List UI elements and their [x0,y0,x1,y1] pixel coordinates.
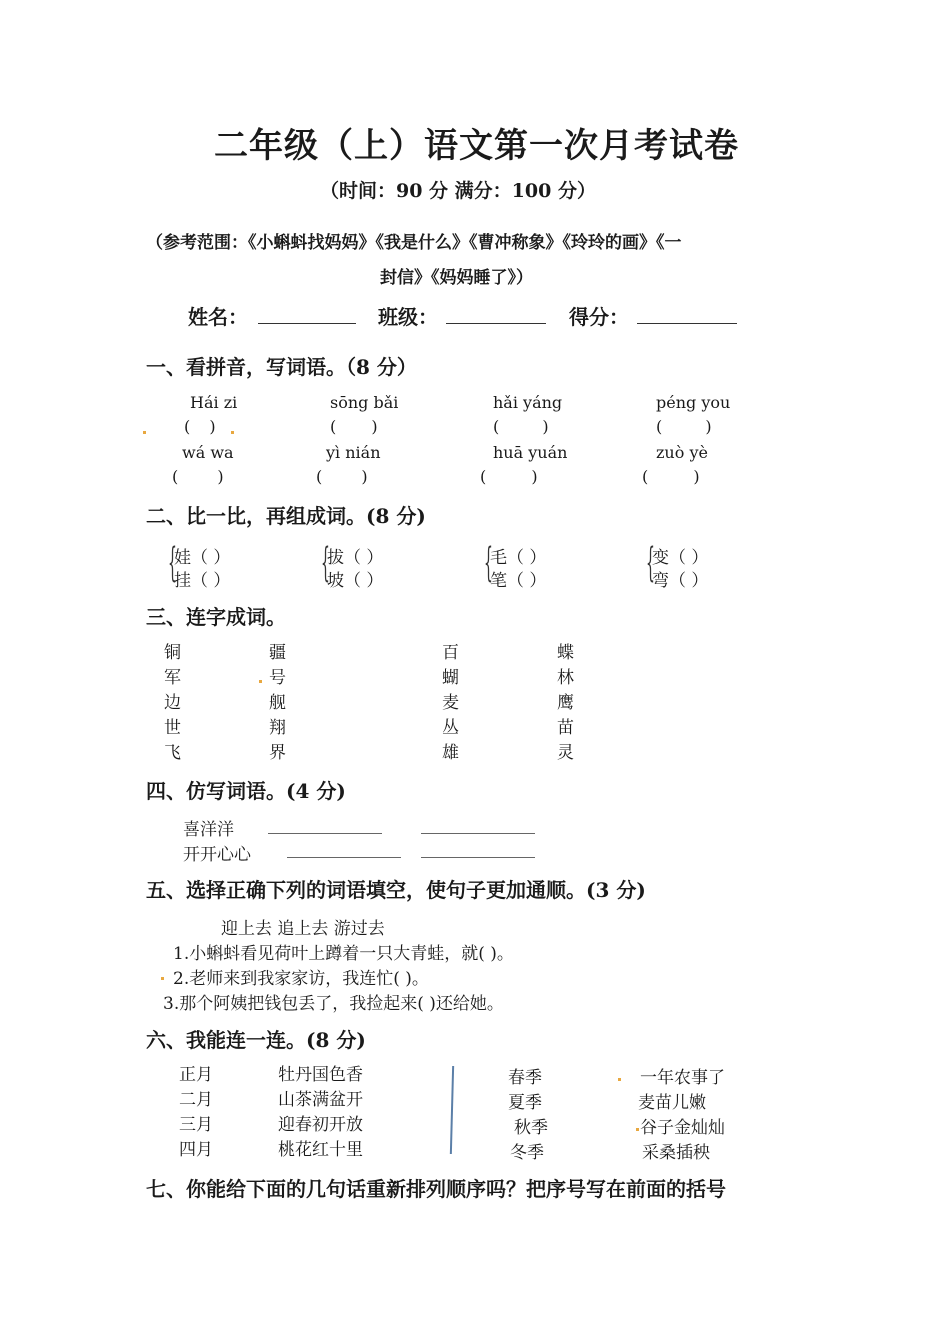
answer-box[interactable]: ( ) [330,417,378,436]
season-item: 春季 [508,1068,542,1088]
char: 号 [269,668,286,688]
pinyin-7: huā yuán [493,443,568,462]
pinyin-4: péng you [656,393,731,412]
compare-word: 弯（ ） [652,571,709,591]
char: 军 [164,668,181,688]
pinyin-1: Hái zi [190,393,238,412]
month-item: 三月 [179,1115,213,1135]
reference-scope-line2: 封信》《妈妈睡了》） [380,268,533,288]
char: 麦 [442,693,459,713]
char: 百 [442,643,459,663]
answer-line[interactable] [421,833,535,834]
season-item: 秋季 [514,1118,548,1138]
month-item: 正月 [179,1065,213,1085]
char: 界 [269,743,286,763]
char-col2 [269,641,293,766]
flower-item: 山茶满盆开 [278,1090,363,1110]
answer-box[interactable]: ( ) [480,467,538,486]
flower-item: 牡丹国色香 [278,1065,363,1085]
mark-dot [618,1078,621,1081]
class-label: 班级： [378,305,438,329]
answer-box[interactable]: ( ) [184,417,216,436]
farming-item: 一年农事了 [640,1068,725,1088]
answer-line[interactable] [268,833,382,834]
flowers-column [278,1063,363,1163]
class-field[interactable] [446,323,546,324]
page-title: 二年级（上）语文第一次月考试卷 [214,126,739,166]
char: 鹰 [557,693,574,713]
char: 灵 [557,743,574,763]
pinyin-3: hǎi yáng [493,393,563,412]
compare-word: 娃（ ） [174,548,231,568]
pinyin-8: zuò yè [656,443,708,462]
farming-item: 麦苗儿嫩 [638,1093,706,1113]
char: 舰 [269,693,286,713]
word-options: 迎上去 追上去 游过去 [221,919,385,939]
brace-icon: { [168,540,177,586]
farming-item: 谷子金灿灿 [640,1118,725,1138]
char: 雄 [442,743,459,763]
example-word-1: 喜洋洋 [183,820,234,840]
char: 飞 [164,743,181,763]
question-3: 3.那个阿姨把钱包丢了，我捡起来( )还给她。 [163,994,504,1014]
month-item: 二月 [179,1090,213,1110]
flower-item: 迎春初开放 [278,1115,363,1135]
name-field[interactable] [258,323,356,324]
months-column [179,1063,213,1163]
section-6-title: 六、我能连一连。(8 分) [146,1028,366,1052]
char: 丛 [442,718,459,738]
pinyin-6: yì nián [326,443,381,462]
question-1: 1.小蝌蚪看见荷叶上蹲着一只大青蛙，就( )。 [173,944,514,964]
pinyin-5: wá wa [182,443,234,462]
char: 边 [164,693,181,713]
answer-box[interactable]: ( ) [316,467,368,486]
char: 蝴 [442,668,459,688]
char: 林 [557,668,574,688]
char: 苗 [557,718,574,738]
answer-box[interactable]: ( ) [642,467,700,486]
mark-dot [636,1128,639,1131]
mark-dot [259,680,262,683]
reference-scope-line1: （参考范围：《小蝌蚪找妈妈》《我是什么》《曹冲称象》《玲玲的画》《一 [146,233,682,253]
mark-dot [161,977,164,980]
char: 疆 [269,643,286,663]
score-label: 得分： [569,305,629,329]
section-4-title: 四、仿写词语。(4 分) [146,779,346,803]
exam-time-score: （时间：90 分 满分：100 分） [320,180,596,202]
answer-box[interactable]: ( ) [493,417,549,436]
name-label: 姓名： [188,305,248,329]
compare-word: 笔（ ） [490,571,547,591]
answer-line[interactable] [287,857,401,858]
answer-box[interactable]: ( ) [172,467,224,486]
example-word-2: 开开心心 [183,845,251,865]
section-1-title: 一、看拼音，写词语。（8 分） [146,355,417,379]
section-5-title: 五、选择正确下列的词语填空，使句子更加通顺。(3 分) [146,878,646,902]
char: 翔 [269,718,286,738]
season-item: 冬季 [510,1143,544,1163]
mark-dot [231,431,234,434]
compare-word: 毛（ ） [490,548,547,568]
answer-line[interactable] [421,857,535,858]
brace-icon: { [321,540,330,586]
char: 世 [164,718,181,738]
section-7-title: 七、你能给下面的几句话重新排列顺序吗？把序号写在前面的括号 [146,1177,726,1201]
pinyin-2: sōng bǎi [330,393,399,412]
char-col3 [442,641,466,766]
section-3-title: 三、连字成词。 [146,605,286,629]
mark-dot [143,431,146,434]
char: 蝶 [557,643,574,663]
answer-box[interactable]: ( ) [656,417,712,436]
divider-line [450,1066,454,1154]
compare-word: 变（ ） [652,548,709,568]
brace-icon: { [646,540,655,586]
flower-item: 桃花红十里 [278,1140,363,1160]
compare-word: 拔（ ） [327,548,384,568]
score-field[interactable] [637,323,737,324]
compare-word: 坡（ ） [327,571,384,591]
question-2: 2.老师来到我家家访，我连忙( )。 [173,969,429,989]
char: 铜 [164,643,181,663]
farming-item: 采桑插秧 [642,1143,710,1163]
brace-icon: { [484,540,493,586]
char-col4 [557,641,581,766]
compare-word: 挂（ ） [174,571,231,591]
season-item: 夏季 [508,1093,542,1113]
month-item: 四月 [179,1140,213,1160]
char-col1 [164,641,188,766]
section-2-title: 二、比一比，再组成词。(8 分) [146,504,426,528]
